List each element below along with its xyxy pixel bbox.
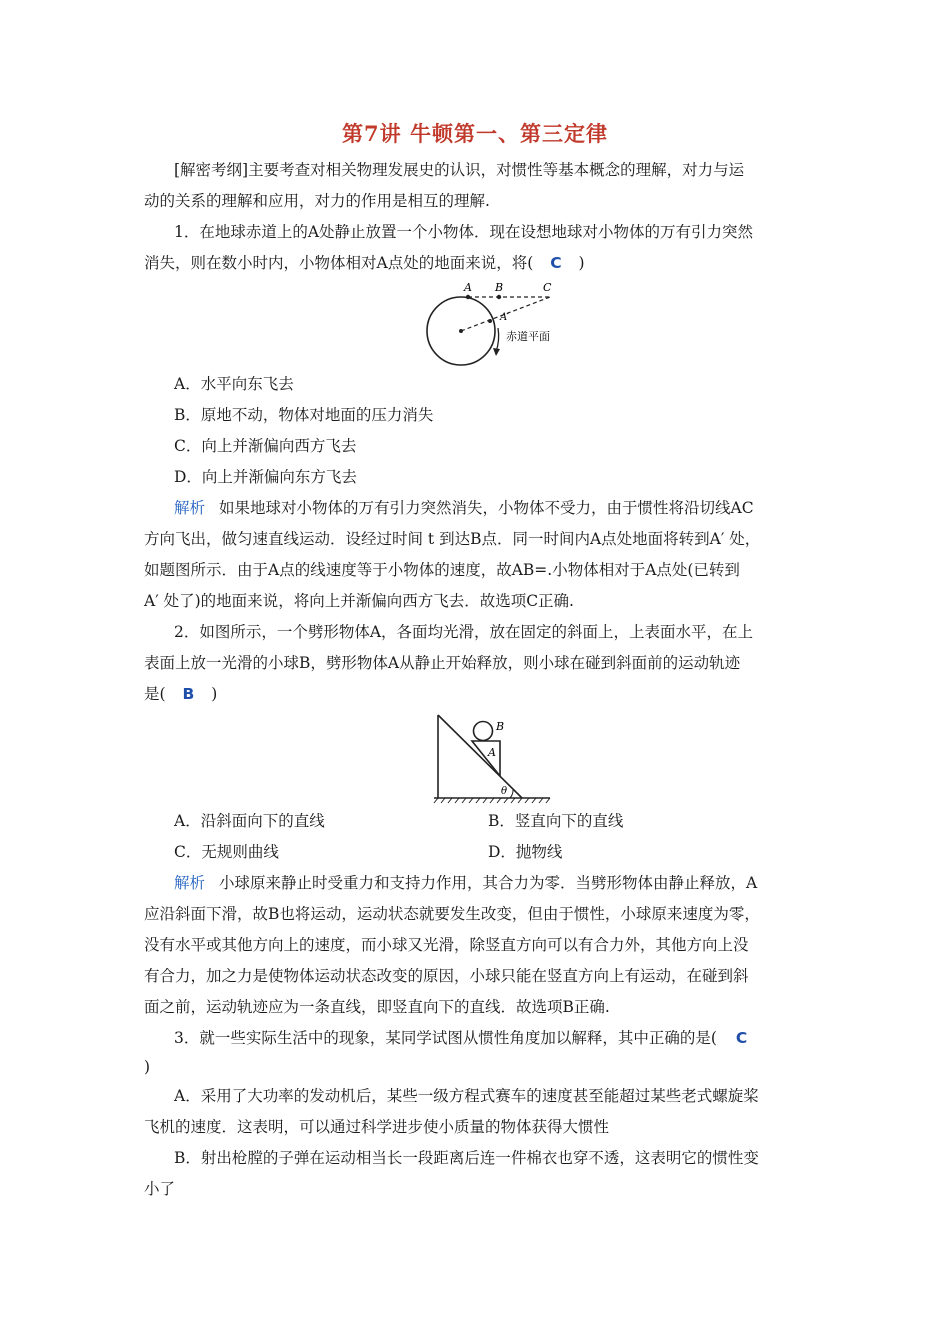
q3-option-a: A．采用了大功率的发动机后，某些一级方程式赛车的速度甚至能超过某些老式螺旋桨 <box>174 1087 759 1105</box>
q2-analysis-text: 小球原来静止时受重力和支持力作用，其合力为零．当劈形物体由静止释放，A <box>219 874 758 892</box>
label-c: C <box>543 281 552 294</box>
q2-analysis-line <box>174 873 757 893</box>
q3-stem-line <box>174 1028 747 1048</box>
q1-analysis-line <box>174 498 754 518</box>
point-a <box>466 295 470 299</box>
q3-stem-text: 3．就一些实际生活中的现象，某同学试图从惯性角度加以解释，其中正确的是( <box>174 1029 717 1047</box>
label-b: B <box>496 720 505 733</box>
q1-option-b: B．原地不动，物体对地面的压力消失 <box>174 406 434 424</box>
q1-option-c: C．向上并渐偏向西方飞去 <box>174 437 357 455</box>
q2-analysis-line: 没有水平或其他方向上的速度，而小球又光滑，除竖直方向可以有合力外，其他方向上没 <box>144 936 749 954</box>
q2-option-b: B．竖直向下的直线 <box>488 812 624 830</box>
label-a: A <box>488 746 496 759</box>
q1-option-d: D．向上并渐偏向东方飞去 <box>174 468 357 486</box>
rotation-arc <box>496 328 499 352</box>
q2-analysis-label: 解析 <box>174 874 206 892</box>
q3-paren-close: ) <box>144 1058 151 1076</box>
q2-stem-line <box>144 684 217 704</box>
q1-stem-line: 1．在地球赤道上的A处静止放置一个小物体．现在设想地球对小物体的万有引力突然 <box>174 223 754 241</box>
q1-answer: C <box>550 254 562 272</box>
q1-stem-text: 消失，则在数小时内，小物体相对A点处的地面来说，将( <box>144 254 534 272</box>
angle-arc <box>510 789 513 798</box>
point-b <box>497 295 501 299</box>
q2-paren-open: 是( <box>144 685 166 703</box>
q1-option-a: A．水平向东飞去 <box>174 375 294 393</box>
rotation-arrow-icon <box>493 348 500 356</box>
q2-analysis-line: 应沿斜面下滑，故B也将运动，运动状态就要发生改变，但由于惯性，小球原来速度为零， <box>144 905 760 923</box>
q3-option-b: B．射出枪膛的子弹在运动相当长一段距离后连一件棉衣也穿不透，这表明它的惯性变 <box>174 1149 759 1167</box>
label-theta: θ <box>501 786 508 797</box>
q2-analysis-line: 有合力，加之力是使物体运动状态改变的原因，小球只能在竖直方向上有运动，在碰到斜 <box>144 967 749 985</box>
q2-stem-line: 表面上放一光滑的小球B，劈形物体A从静止开始释放，则小球在碰到斜面前的运动轨迹 <box>144 654 741 672</box>
q2-option-c: C．无规则曲线 <box>174 843 279 861</box>
q2-figure-incline <box>430 712 555 804</box>
point-a-prime <box>488 319 492 323</box>
label-a-prime: A′ <box>500 312 510 323</box>
q1-paren-close: ) <box>578 254 585 272</box>
q1-analysis-line: A′ 处了)的地面来说，将向上并渐偏向西方飞去．故选项C正确. <box>144 592 574 610</box>
q2-option-d: D．抛物线 <box>488 843 563 861</box>
ball-b <box>474 722 493 741</box>
q2-paren-close: ) <box>211 685 218 703</box>
q2-answer: B <box>182 685 195 703</box>
label-equator-plane: 赤道平面 <box>506 330 550 343</box>
label-a: A <box>464 281 472 294</box>
q1-analysis-line: 方向飞出，做匀速直线运动．设经过时间 t 到达B点．同一时间内A点处地面将转到A′ 处， <box>144 530 761 548</box>
q3-answer: C <box>735 1029 748 1047</box>
q2-option-a: A．沿斜面向下的直线 <box>174 812 325 830</box>
q2-options-row <box>174 842 563 862</box>
q3-option-b-cont: 小了 <box>144 1180 176 1198</box>
q1-analysis-label: 解析 <box>174 499 206 517</box>
q1-stem-line <box>144 253 585 273</box>
q2-stem-line: 2．如图所示，一个劈形物体A，各面均光滑，放在固定的斜面上，上表面水平，在上 <box>174 623 754 641</box>
label-b: B <box>495 281 504 294</box>
intro-line: [解密考纲]主要考查对相关物理发展史的认识，对惯性等基本概念的理解，对力与运 <box>174 161 745 179</box>
page-title: 第7讲 牛顿第一、第三定律 <box>342 121 608 146</box>
q2-options-row <box>174 811 624 831</box>
intro-line: 动的关系的理解和应用，对力的作用是相互的理解. <box>144 192 490 210</box>
q2-analysis-line: 面之前，运动轨迹应为一条直线，即竖直向下的直线．故选项B正确. <box>144 998 610 1016</box>
q1-figure-earth <box>410 278 580 373</box>
q1-analysis-line: 如题图所示．由于A点的线速度等于小物体的速度，故AB=.小物体相对于A点处(已转到 <box>144 561 740 579</box>
q1-analysis-text: 如果地球对小物体的万有引力突然消失，小物体不受力，由于惯性将沿切线AC <box>219 499 754 517</box>
q3-option-a-cont: 飞机的速度．这表明，可以通过科学进步使小质量的物体获得大惯性 <box>144 1118 610 1136</box>
